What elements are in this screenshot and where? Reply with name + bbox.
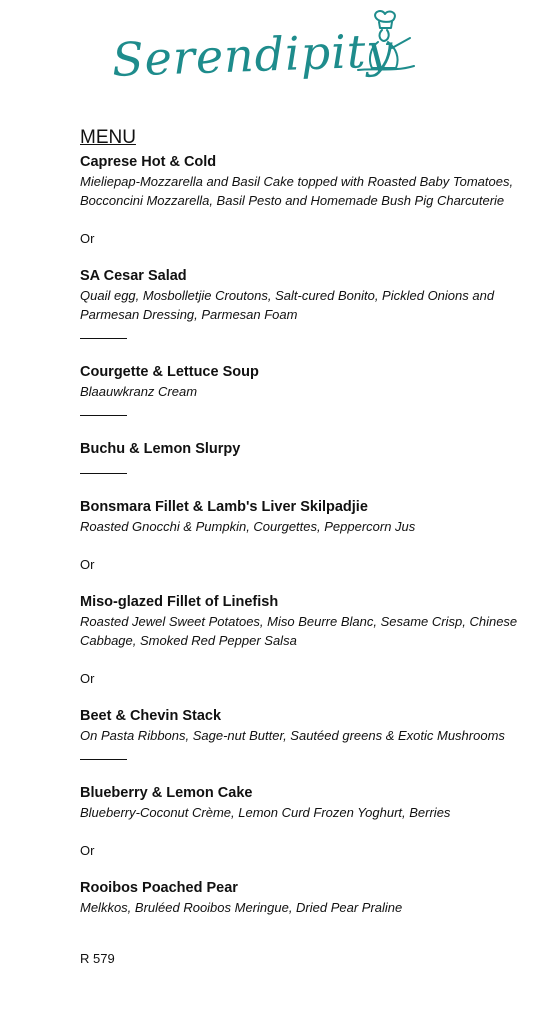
or-separator: Or (80, 557, 95, 572)
dish-description: Quail egg, Mosbolletjie Croutons, Salt-cured Bonito, Pickled Onions and Parmesan Dressing, Parmesan Foam (80, 288, 495, 322)
dish-description: Mieliepap-Mozzarella and Basil Cake topped with Roasted Baby Tomatoes, Bocconcini Mozzarella, Basil Pesto and Homemade Bush Pig Charcuterie (80, 174, 514, 208)
menu-price: R 579 (80, 951, 115, 966)
chef-icon (348, 8, 418, 78)
dish-name: SA Cesar Salad (80, 268, 187, 284)
or-separator: Or (80, 671, 95, 686)
dish-name: Beet & Chevin Stack (80, 708, 222, 724)
dish-description: Roasted Gnocchi & Pumpkin, Courgettes, Peppercorn Jus (80, 519, 416, 534)
dish-name: Buchu & Lemon Slurpy (80, 441, 241, 457)
logo (100, 8, 420, 120)
dish-name: Caprese Hot & Cold (80, 154, 217, 170)
dish-name: Bonsmara Fillet & Lamb's Liver Skilpadjie (80, 499, 368, 515)
dish-description: Melkkos, Bruléed Rooibos Meringue, Dried Pear Praline (80, 900, 403, 915)
or-separator: Or (80, 231, 95, 246)
dish-description: Blueberry-Coconut Crème, Lemon Curd Frozen Yoghurt, Berries (80, 805, 451, 820)
menu-heading: MENU (80, 127, 136, 148)
dish-description: On Pasta Ribbons, Sage-nut Butter, Sautéed greens & Exotic Mushrooms (80, 728, 505, 743)
dish-name: Miso-glazed Fillet of Linefish (80, 594, 279, 610)
dish-description: Blaauwkranz Cream (80, 384, 198, 399)
dish-name: Courgette & Lettuce Soup (80, 364, 259, 380)
dish-description: Roasted Jewel Sweet Potatoes, Miso Beurre Blanc, Sesame Crisp, Chinese Cabbage, Smoked Red Pepper Salsa (80, 614, 518, 648)
or-separator: Or (80, 843, 95, 858)
menu-content (80, 127, 520, 981)
logo-wordmark: Serendipity (111, 23, 395, 87)
dish-name: Rooibos Poached Pear (80, 880, 238, 896)
dish-name: Blueberry & Lemon Cake (80, 785, 253, 801)
